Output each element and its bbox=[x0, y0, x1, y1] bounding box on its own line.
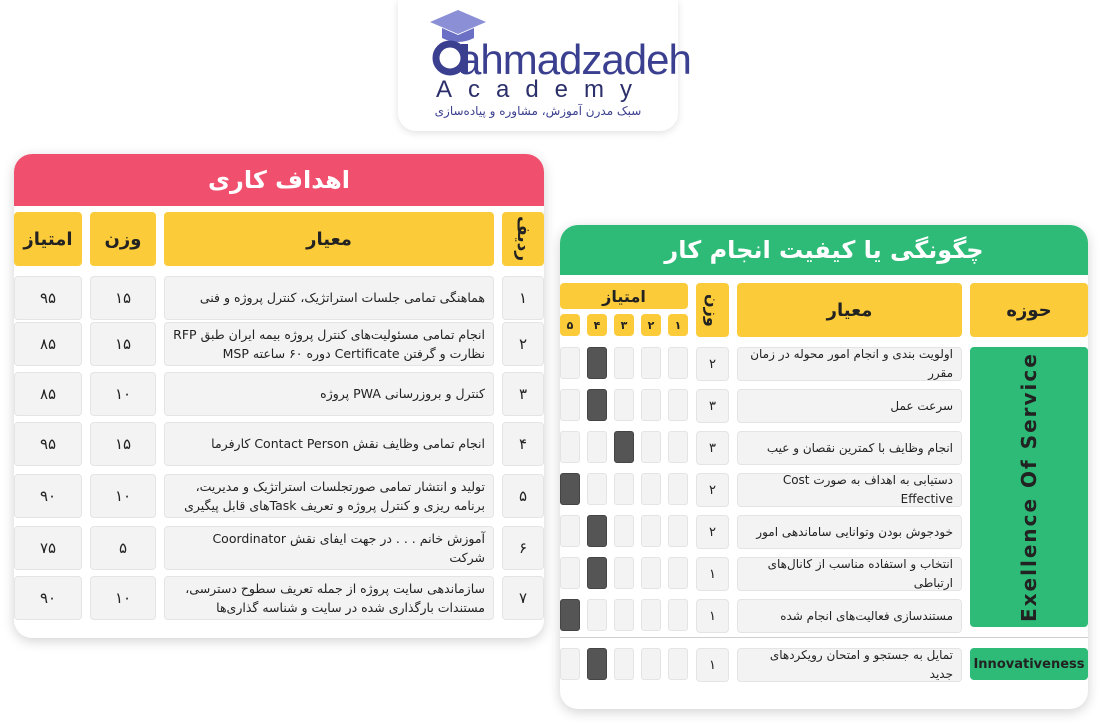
score-level-1[interactable] bbox=[668, 347, 688, 379]
score-level-3[interactable] bbox=[614, 515, 634, 547]
innov-score-level-4[interactable] bbox=[587, 648, 607, 680]
score-cell: ۹۵ bbox=[14, 422, 82, 466]
score-level-5[interactable] bbox=[560, 389, 580, 421]
score-level-1[interactable] bbox=[668, 557, 688, 589]
header-weight: وزن bbox=[90, 212, 156, 266]
weight-cell: ۱۰ bbox=[90, 474, 156, 518]
score-level-1[interactable] bbox=[668, 473, 688, 505]
row-number-cell: ۱ bbox=[502, 276, 544, 320]
row-number-cell: ۴ bbox=[502, 422, 544, 466]
score-level-4: ۴ bbox=[587, 314, 607, 336]
weight-cell: ۲ bbox=[696, 347, 729, 381]
logo-tagline: سبک مدرن آموزش، مشاوره و پیاده‌سازی bbox=[434, 104, 642, 118]
criterion-cell: مستندسازی فعالیت‌های انجام شده bbox=[737, 599, 962, 633]
criterion-cell: انجام تمامی مسئولیت‌های کنترل پروژه بیمه ایران طبق RFP نظارت و گرفتن Certificate دوره ۶۰ ساعته MSP bbox=[164, 322, 494, 366]
score-level-4[interactable] bbox=[587, 599, 607, 631]
criterion-cell: انجام وظایف با کمترین نقصان و عیب bbox=[737, 431, 962, 465]
header-score: امتیاز bbox=[560, 283, 688, 309]
score-level-3[interactable] bbox=[614, 599, 634, 631]
criterion-cell: تمایل به جستجو و امتحان رویکردهای جدید bbox=[737, 648, 962, 682]
score-level-2[interactable] bbox=[641, 599, 661, 631]
score-level-5[interactable] bbox=[560, 557, 580, 589]
score-level-2[interactable] bbox=[641, 431, 661, 463]
header-row: ردیف bbox=[502, 212, 544, 266]
score-level-4[interactable] bbox=[587, 347, 607, 379]
row-number-cell: ۳ bbox=[502, 372, 544, 416]
work-quality-title: چگونگی یا کیفیت انجام کار bbox=[560, 225, 1088, 275]
weight-cell: ۱۵ bbox=[90, 276, 156, 320]
header-weight: وزن bbox=[696, 283, 729, 337]
score-level-3: ۳ bbox=[614, 314, 634, 336]
score-level-2[interactable] bbox=[641, 347, 661, 379]
innov-score-level-1[interactable] bbox=[668, 648, 688, 680]
weight-cell: ۱۵ bbox=[90, 422, 156, 466]
score-cell: ۹۵ bbox=[14, 276, 82, 320]
score-level-2[interactable] bbox=[641, 515, 661, 547]
innov-score-level-5[interactable] bbox=[560, 648, 580, 680]
criterion-cell: کنترل و بروزرسانی PWA پروژه bbox=[164, 372, 494, 416]
score-level-5[interactable] bbox=[560, 473, 580, 505]
score-level-3[interactable] bbox=[614, 431, 634, 463]
weight-cell: ۱۵ bbox=[90, 322, 156, 366]
score-level-1[interactable] bbox=[668, 431, 688, 463]
criterion-cell: تولید و انتشار تمامی صورتجلسات استراتژیک و مدیریت، برنامه ریزی و کنترل پروژه و تعریف Taskهای قابل پیگیری bbox=[164, 474, 494, 518]
score-level-4[interactable] bbox=[587, 473, 607, 505]
weight-cell: ۲ bbox=[696, 515, 729, 549]
weight-cell: ۳ bbox=[696, 389, 729, 423]
header-area: حوزه bbox=[970, 283, 1088, 337]
score-level-4[interactable] bbox=[587, 431, 607, 463]
score-level-5[interactable] bbox=[560, 347, 580, 379]
score-level-5[interactable] bbox=[560, 599, 580, 631]
weight-cell: ۱۰ bbox=[90, 576, 156, 620]
score-cell: ۷۵ bbox=[14, 526, 82, 570]
score-level-3[interactable] bbox=[614, 473, 634, 505]
weight-cell: ۵ bbox=[90, 526, 156, 570]
weight-cell: ۳ bbox=[696, 431, 729, 465]
score-cell: ۸۵ bbox=[14, 322, 82, 366]
row-number-cell: ۵ bbox=[502, 474, 544, 518]
score-level-4[interactable] bbox=[587, 389, 607, 421]
score-level-1[interactable] bbox=[668, 389, 688, 421]
score-level-1[interactable] bbox=[668, 599, 688, 631]
score-level-4[interactable] bbox=[587, 515, 607, 547]
work-goals-card bbox=[14, 154, 544, 638]
score-level-1: ۱ bbox=[668, 314, 688, 336]
score-level-2[interactable] bbox=[641, 473, 661, 505]
row-number-cell: ۶ bbox=[502, 526, 544, 570]
weight-cell: ۱ bbox=[696, 648, 729, 682]
criterion-cell: هماهنگی تمامی جلسات استراتژیک، کنترل پروژه و فنی bbox=[164, 276, 494, 320]
criterion-cell: انتخاب و استفاده مناسب از کانال‌های ارتباطی bbox=[737, 557, 962, 591]
criterion-cell: اولویت بندی و انجام امور محوله در زمان مقرر bbox=[737, 347, 962, 381]
work-quality-card bbox=[560, 225, 1088, 709]
criterion-cell: سازماندهی سایت پروژه از جمله تعریف سطوح دسترسی، مستندات بارگذاری شده در سایت و شناسه گذاری‌ها bbox=[164, 576, 494, 620]
academy-logo bbox=[398, 0, 691, 131]
logo-subtitle: Academy bbox=[435, 76, 649, 103]
criterion-cell: دستیابی به اهداف به صورت Cost Effective bbox=[737, 473, 962, 507]
score-level-4[interactable] bbox=[587, 557, 607, 589]
score-level-2: ۲ bbox=[641, 314, 661, 336]
area-excellence-label: Exellence Of Service bbox=[970, 347, 1088, 627]
logo-title: ahmadzadeh bbox=[458, 36, 691, 83]
row-number-cell: ۲ bbox=[502, 322, 544, 366]
score-level-2[interactable] bbox=[641, 557, 661, 589]
score-level-5[interactable] bbox=[560, 431, 580, 463]
header-criterion: معیار bbox=[164, 212, 494, 266]
score-level-1[interactable] bbox=[668, 515, 688, 547]
weight-cell: ۲ bbox=[696, 473, 729, 507]
criterion-cell: خودجوش بودن وتوانایی ساماندهی امور bbox=[737, 515, 962, 549]
header-criterion: معیار bbox=[737, 283, 962, 337]
header-score: امتیاز bbox=[14, 212, 82, 266]
score-level-3[interactable] bbox=[614, 347, 634, 379]
score-level-2[interactable] bbox=[641, 389, 661, 421]
innov-score-level-2[interactable] bbox=[641, 648, 661, 680]
weight-cell: ۱ bbox=[696, 557, 729, 591]
row-number-cell: ۷ bbox=[502, 576, 544, 620]
work-goals-title: اهداف کاری bbox=[14, 154, 544, 206]
section-divider bbox=[560, 637, 1088, 638]
weight-cell: ۱ bbox=[696, 599, 729, 633]
criterion-cell: سرعت عمل bbox=[737, 389, 962, 423]
area-innovativeness-label: Innovativeness bbox=[970, 648, 1088, 680]
weight-cell: ۱۰ bbox=[90, 372, 156, 416]
score-cell: ۸۵ bbox=[14, 372, 82, 416]
innov-score-level-3[interactable] bbox=[614, 648, 634, 680]
score-level-3[interactable] bbox=[614, 557, 634, 589]
score-cell: ۹۰ bbox=[14, 576, 82, 620]
score-level-3[interactable] bbox=[614, 389, 634, 421]
score-level-5[interactable] bbox=[560, 515, 580, 547]
score-level-5: ۵ bbox=[560, 314, 580, 336]
criterion-cell: انجام تمامی وظایف نقش Contact Person کارفرما bbox=[164, 422, 494, 466]
criterion-cell: آموزش خانم . . . در جهت ایفای نقش Coordinator شرکت bbox=[164, 526, 494, 570]
score-cell: ۹۰ bbox=[14, 474, 82, 518]
